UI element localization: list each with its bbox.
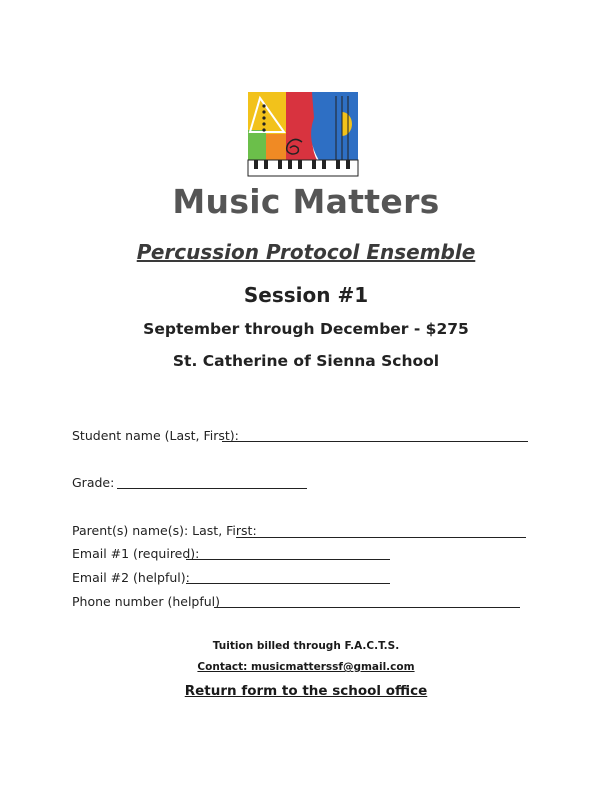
student-name-label: Student name (Last, First): (72, 428, 239, 443)
phone-label: Phone number (helpful) (72, 594, 221, 609)
tuition-note: Tuition billed through F.A.C.T.S. (212, 640, 400, 652)
student-name-field[interactable] (222, 441, 528, 442)
contact-email: Contact: musicmatterssf@gmail.com (197, 661, 415, 673)
grade-field[interactable] (117, 488, 307, 489)
return-instruction: Return form to the school office (184, 683, 428, 699)
parent-name-field[interactable] (236, 537, 526, 538)
page-title: Music Matters (172, 182, 440, 221)
parent-name-label: Parent(s) name(s): Last, First: (72, 523, 257, 538)
email2-label: Email #2 (helpful): (72, 570, 190, 585)
ensemble-subtitle: Percussion Protocol Ensemble (136, 240, 476, 264)
music-matters-logo (246, 90, 362, 178)
phone-field[interactable] (214, 607, 520, 608)
session-heading: Session #1 (243, 283, 369, 307)
email1-label: Email #1 (required): (72, 546, 200, 561)
session-dates-price: September through December - $275 (143, 320, 469, 338)
grade-label: Grade: (72, 475, 115, 490)
school-name: St. Catherine of Sienna School (172, 352, 440, 370)
email2-field[interactable] (186, 583, 390, 584)
email1-field[interactable] (186, 559, 390, 560)
